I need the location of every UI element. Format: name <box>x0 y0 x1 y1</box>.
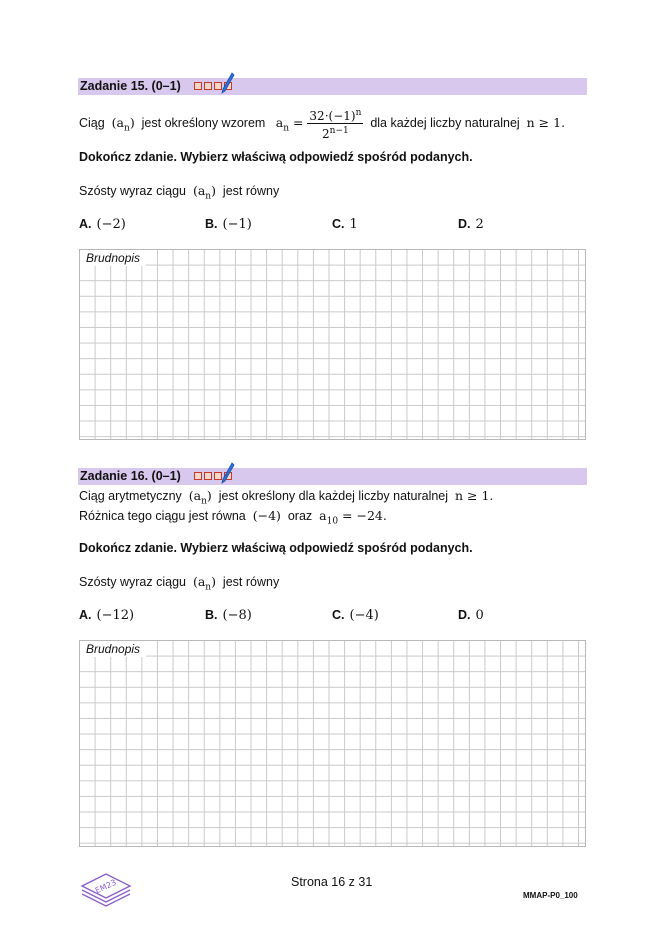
task-15-question: Szósty wyraz ciągu $(a_n)$ jest równy <box>79 183 280 202</box>
task-15-option-b[interactable]: B. (−1) <box>205 217 252 232</box>
task-16-option-b[interactable]: B. (−8) <box>205 608 252 623</box>
sequence-symbol: $(a_n)$ <box>111 115 135 134</box>
scratch-label: Brudnopis <box>80 641 146 657</box>
scratch-label: Brudnopis <box>80 250 146 266</box>
task-16-header <box>78 468 587 485</box>
task-15-header <box>78 78 587 95</box>
task-16-question: Szósty wyraz ciągu $(a_n)$ jest równy <box>79 574 280 593</box>
task-15-option-a[interactable]: A. (−2) <box>79 217 126 232</box>
task-16-statement-2: Różnica tego ciągu jest równa (−4) oraz $a_{10} = -24$. <box>79 508 387 527</box>
exam-code: MMAP-P0_100 <box>523 891 578 900</box>
task-16-title: Zadanie 16. (0–1) <box>80 469 181 483</box>
svg-text:EM23: EM23 <box>93 877 118 896</box>
task-16-scratch-area[interactable] <box>79 640 586 847</box>
task-15-statement: Ciąg $(a_n)$ jest określony wzorem $a_n$ = $\frac{32\cdot(-1)^n}{2^{n-1}}$ dla każdej liczby naturalnej n ≥ 1. <box>79 108 566 141</box>
task-16-option-a[interactable]: A. (−12) <box>79 608 135 623</box>
task-15-title: Zadanie 15. (0–1) <box>80 79 181 93</box>
task-15-scratch-area[interactable] <box>79 249 586 440</box>
cke-logo-icon <box>78 868 134 910</box>
page-number: Strona 16 z 31 <box>291 875 373 889</box>
task-16-instruction: Dokończ zdanie. Wybierz właściwą odpowiedź spośród podanych. <box>79 541 473 555</box>
task-15-instruction: Dokończ zdanie. Wybierz właściwą odpowiedź spośród podanych. <box>79 150 473 164</box>
pencil-icon <box>221 72 235 94</box>
task-16-option-c[interactable]: C. (−4) <box>332 608 379 623</box>
task-16-option-d[interactable]: D. 0 <box>458 608 484 623</box>
task-15-option-c[interactable]: C. 1 <box>332 217 358 232</box>
task-16-statement-1: Ciąg arytmetyczny $(a_n)$ jest określony dla każdej liczby naturalnej n ≥ 1. <box>79 488 494 507</box>
pencil-icon <box>221 462 235 484</box>
formula: $a_n$ = $\frac{32\cdot(-1)^n}{2^{n-1}}$ <box>275 108 362 141</box>
task-15-option-d[interactable]: D. 2 <box>458 217 484 232</box>
